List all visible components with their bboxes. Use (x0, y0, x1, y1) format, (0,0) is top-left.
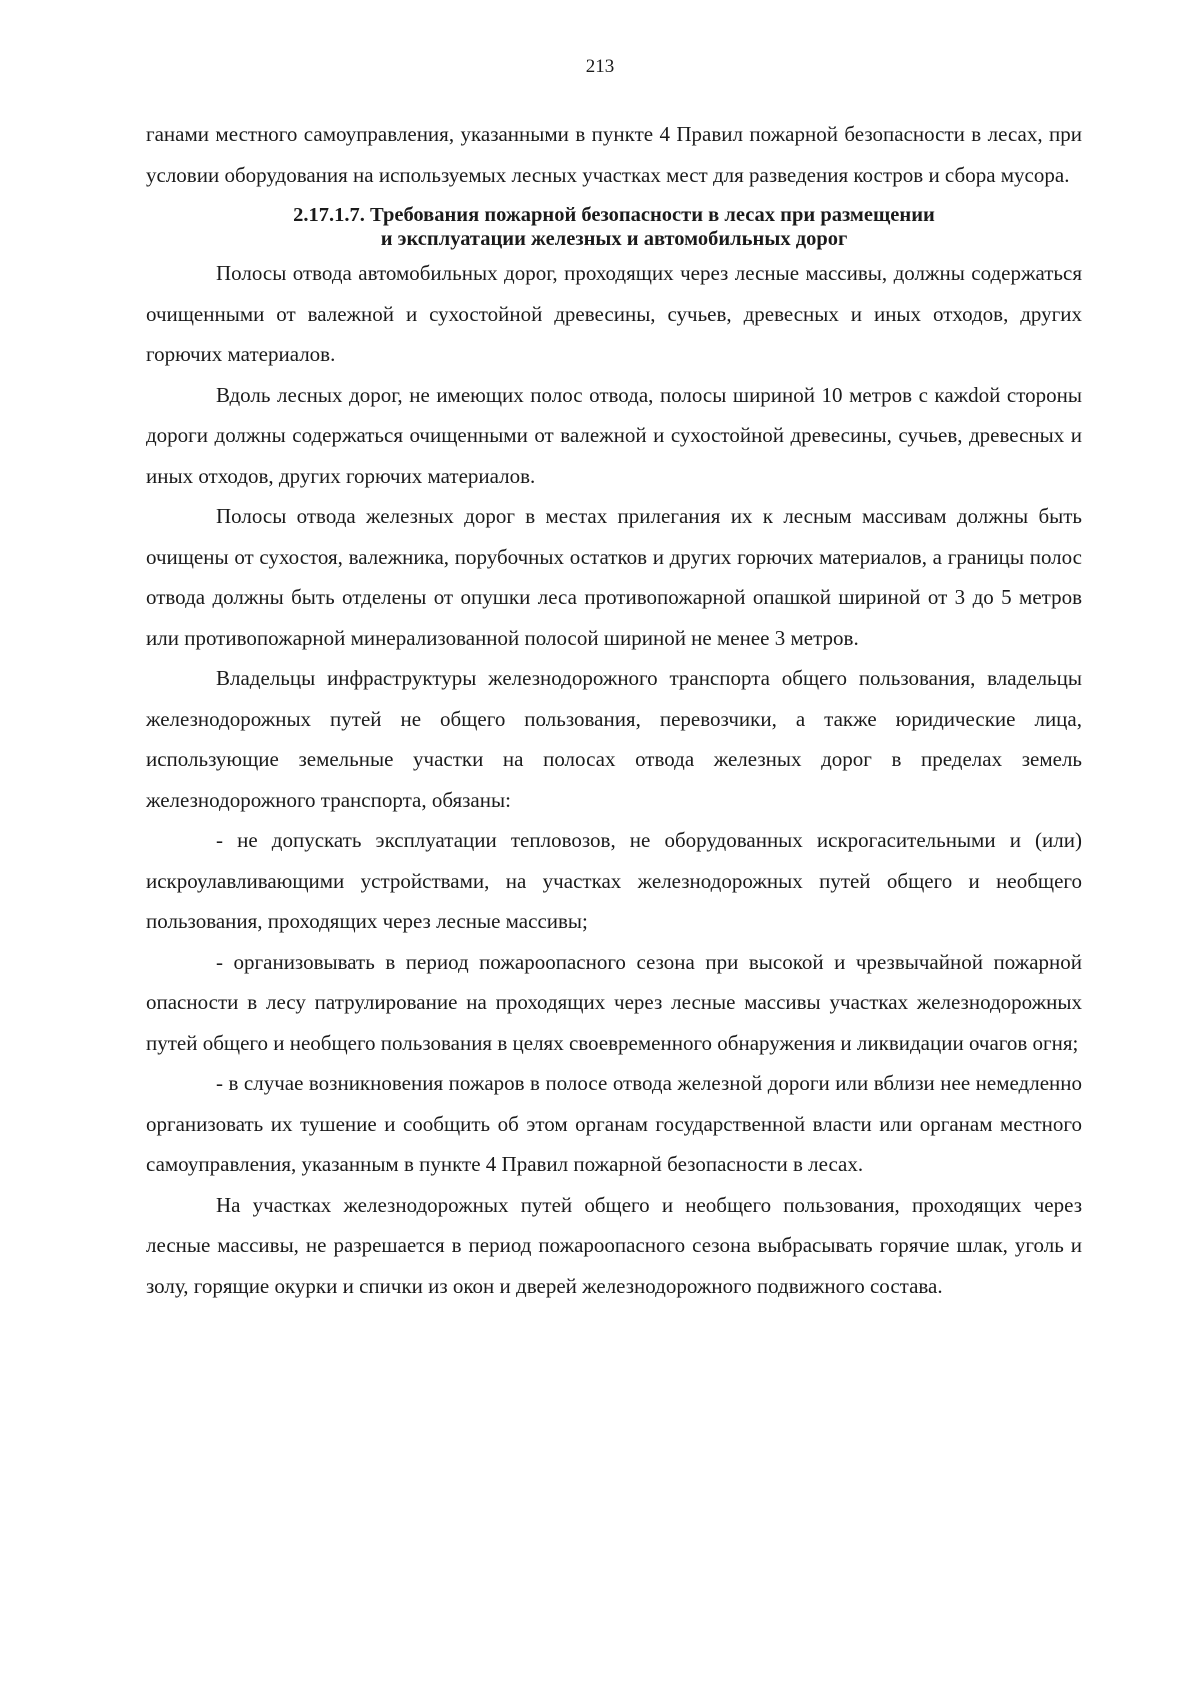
section-heading-line-2: и эксплуатации железных и автомобильных дорог (380, 228, 848, 250)
page-body (146, 114, 1082, 1306)
list-item: - в случае возникновения пожаров в полосе отвода железной дороги или вблизи нее немедленно организовать их тушение и сообщить об этом органам государственной власти или органам местного самоуправления, указанным в пункте 4 Правил пожарной безопасности в лесах. (146, 1071, 1082, 1176)
paragraph: На участках железнодорожных путей общего и необщего пользования, проходящих через лесные массивы, не разрешается в период пожароопасного сезона выбрасывать горячие шлак, уголь и золу, горящие окурки и спички из окон и дверей железнодорожного подвижного состава. (146, 1192, 1082, 1298)
paragraph-continued: ганами местного самоуправления, указанными в пункте 4 Правил пожарной безопасности в лесах, при условии оборудования на используемых лесных участках мест для разведения костров и сбора мусора. (146, 122, 1082, 187)
paragraph: Вдоль лесных дорог, не имеющих полос отвода, полосы шириной 10 метров с кажdой стороны дороги должны содержаться очищенными от валежной и сухостойной древесины, сучьев, древесных и иных отходов, других горючих материалов. (146, 382, 1082, 488)
section-heading-line-1: 2.17.1.7. Требования пожарной безопасности в лесах при размещении (293, 204, 935, 226)
list-item: - не допускать эксплуатации тепловозов, не оборудованных искрогасительными и (или) искроулавливающими устройствами, на участках железнодорожных путей общего и необщего пользования, проходящих через лесные массивы; (146, 828, 1082, 933)
paragraph: Полосы отвода автомобильных дорог, проходящих через лесные массивы, должны содержаться очищенными от валежной и сухостойной древесины, сучьев, древесных и иных отходов, других горючих материалов. (146, 261, 1082, 366)
paragraph: Владельцы инфраструктуры железнодорожного транспорта общего пользования, владельцы железнодорожных путей не общего пользования, перевозчики, а также юридические лица, использующие земельные участки на полосах отвода железных дорог в пределах земель железнодорожного транспорта, обязаны: (146, 666, 1082, 812)
page-number: 213 (585, 56, 615, 77)
list-item: - организовывать в период пожароопасного сезона при высокой и чрезвычайной пожарной опасности в лесу патрулирование на проходящих через лесные массивы участках железнодорожных путей общего и необщего пользования в целях своевременного обнаружения и ликвидации очагов огня; (146, 949, 1082, 1055)
paragraph: Полосы отвода железных дорог в местах прилегания их к лесным массивам должны быть очищены от сухостоя, валежника, порубочных остатков и других горючих материалов, а границы полос отвода должны быть отделены от опушки леса противопожарной опашкой шириной от 3 до 5 метров или противопожарной минерализованной полосой шириной не менее 3 метров. (146, 504, 1082, 650)
section-heading (146, 203, 1082, 251)
